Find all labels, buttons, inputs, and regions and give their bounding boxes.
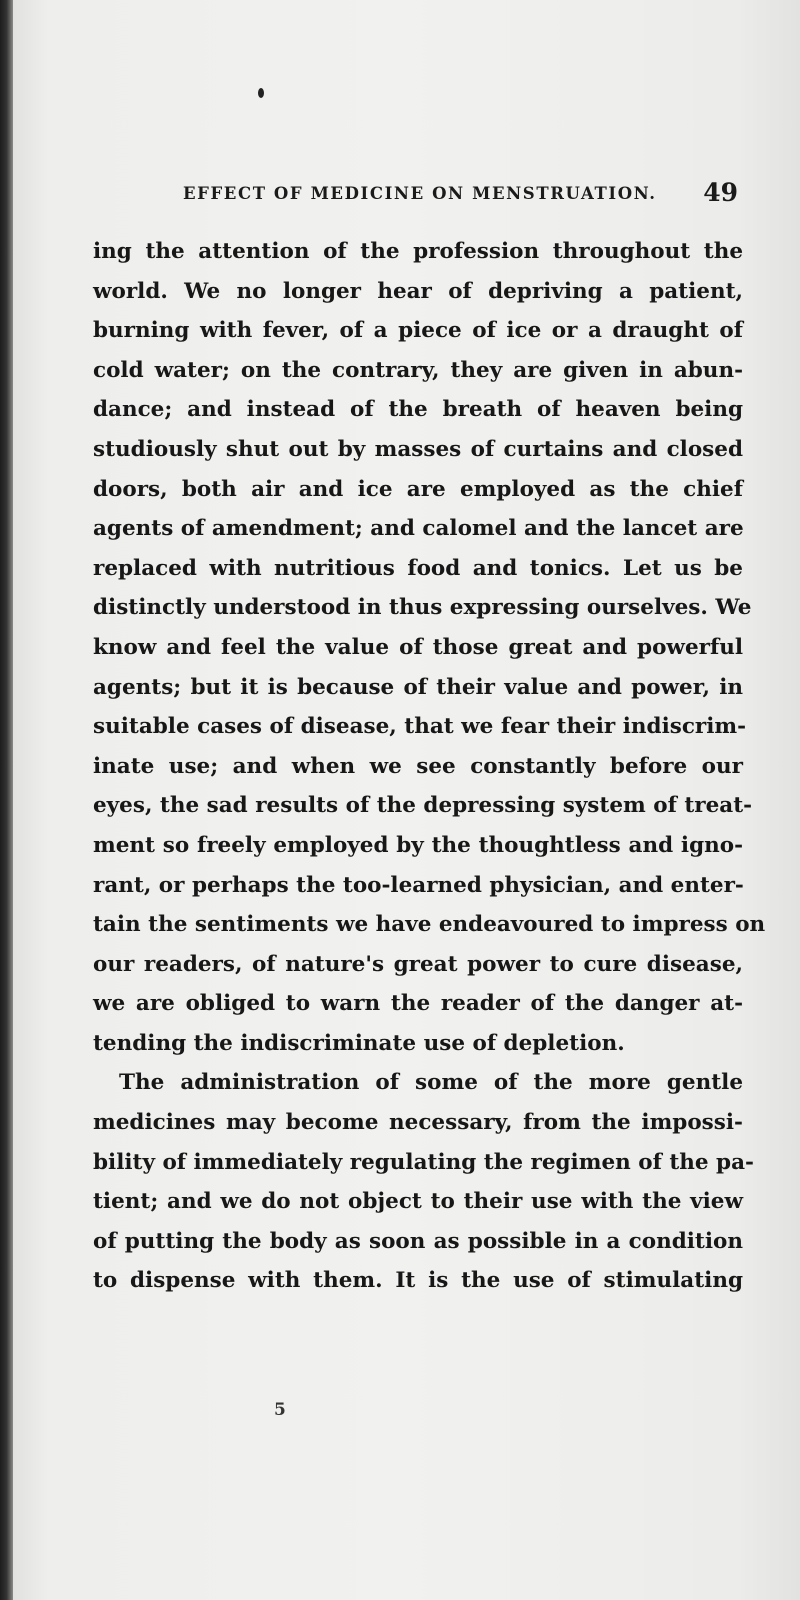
signature-mark: 5 <box>274 1400 286 1420</box>
text-line: agents; but it is because of their value and power, in <box>93 674 743 700</box>
text-line: eyes, the sad results of the depressing system of treat- <box>93 793 753 819</box>
text-line: our readers, of nature's great power to cure disease, <box>93 951 743 977</box>
text-line: ment so freely employed by the thoughtless and igno- <box>93 832 743 858</box>
text-line: distinctly understood in thus expressing ourselves. We <box>93 595 752 621</box>
text-line: tient; and we do not object to their use with the view <box>93 1189 743 1215</box>
text-line: dance; and instead of the breath of heaven being <box>93 397 743 423</box>
ink-speck <box>258 88 264 98</box>
text-line: doors, both air and ice are employed as the chief <box>93 476 743 502</box>
page-number: 49 <box>703 178 738 207</box>
text-line: rant, or perhaps the too-learned physician, and enter- <box>93 872 744 898</box>
body-text <box>93 232 766 1301</box>
text-line: bility of immediately regulating the regimen of the pa- <box>93 1149 754 1175</box>
text-line: burning with fever, of a piece of ice or a draught of <box>93 318 743 344</box>
text-line: medicines may become necessary, from the impossi- <box>93 1110 743 1136</box>
text-line: ing the attention of the profession throughout the <box>93 239 743 264</box>
text-line: suitable cases of disease, that we fear their indiscrim- <box>93 714 747 740</box>
text-line: to dispense with them. It is the use of stimulating <box>93 1268 743 1294</box>
text-line: cold water; on the contrary, they are given in abun- <box>93 357 743 383</box>
binding-edge <box>0 0 13 1600</box>
text-line: replaced with nutritious food and tonics. Let us be <box>93 555 743 581</box>
text-line: know and feel the value of those great and powerful <box>93 634 743 660</box>
text-line: tain the sentiments we have endeavoured to impress on <box>93 912 766 938</box>
text-line: agents of amendment; and calomel and the lancet are <box>93 516 744 542</box>
running-head <box>183 178 743 218</box>
text-line: we are obliged to warn the reader of the danger at- <box>93 991 743 1017</box>
text-line: of putting the body as soon as possible in a condition <box>93 1228 743 1254</box>
text-line: studiously shut out by masses of curtains and closed <box>93 436 743 462</box>
paragraph-start-line: The administration of some of the more gentle <box>119 1070 743 1096</box>
paragraph-end-line: tending the indiscriminate use of depletion. <box>93 1030 625 1056</box>
text-line: inate use; and when we see constantly before our <box>93 753 743 779</box>
running-title: EFFECT OF MEDICINE ON MENSTRUATION. <box>183 184 657 203</box>
text-line: world. We no longer hear of depriving a patient, <box>93 278 743 304</box>
